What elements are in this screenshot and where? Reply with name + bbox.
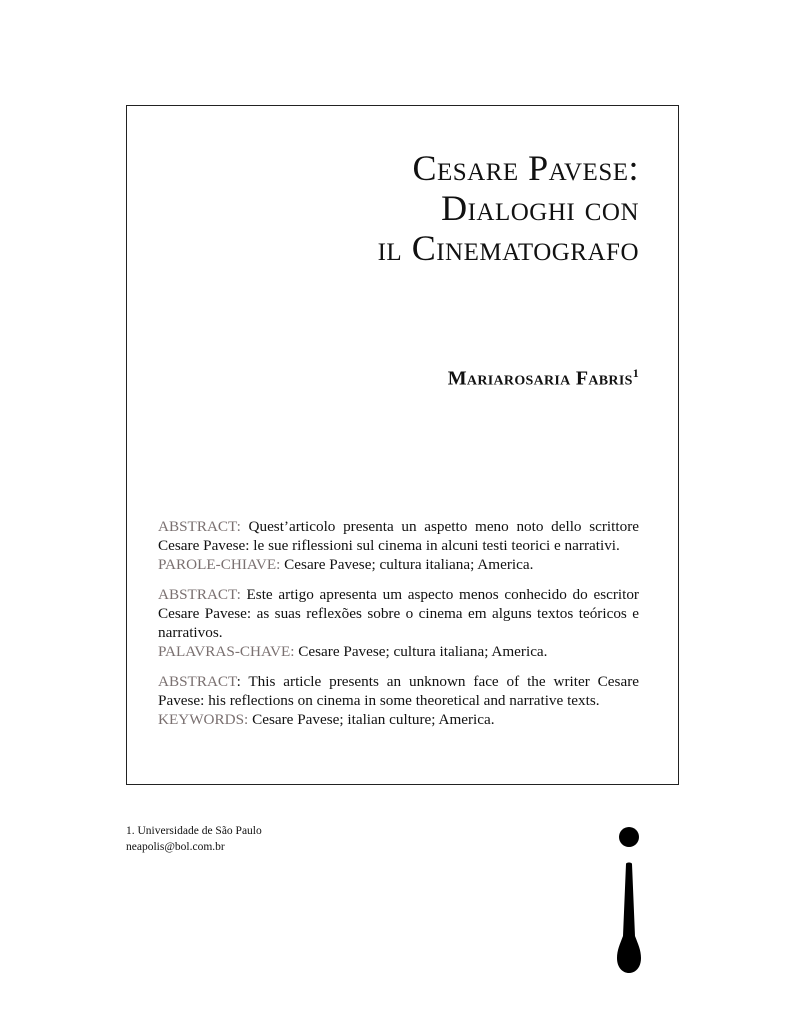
abstract-text: Este artigo apresenta um aspecto menos conhecido do escritor Cesare Pavese: as suas reflexões sobre o cinema em alguns textos teóricos e narrativos. [158, 586, 639, 641]
keywords-text: Cesare Pavese; cultura italiana; America. [294, 643, 548, 660]
footnote-affiliation: 1. Universidade de São Paulo [126, 825, 262, 837]
abstract-italian [158, 517, 639, 574]
author-name-text: Mariarosaria Fabris [447, 367, 633, 390]
abstract-label: ABSTRACT [158, 673, 237, 690]
keywords-label: KEYWORDS: [158, 711, 249, 728]
title-line-3: il Cinematografo [377, 228, 639, 268]
footnote-email: neapolis@bol.com.br [126, 841, 225, 853]
abstract-text: Quest’articolo presenta un aspetto meno noto dello scrittore Cesare Pavese: le sue riflessioni sul cinema in alcuni testi teorici e narrativi. [158, 518, 639, 554]
article-title [378, 148, 639, 268]
keywords-label: PALAVRAS-CHAVE: [158, 643, 295, 660]
abstract-label: ABSTRACT: [158, 586, 241, 603]
title-line-1: Cesare Pavese: [412, 148, 639, 188]
abstract-text: : This article presents an unknown face of the writer Cesare Pavese: his reflections on cinema in some theoretical and narrative texts. [158, 673, 639, 709]
abstract-label: ABSTRACT: [158, 518, 241, 535]
title-line-2: Dialoghi con [441, 188, 639, 228]
abstract-portuguese [158, 585, 639, 661]
keywords-label: PAROLE-CHIAVE: [158, 556, 281, 573]
author-name [448, 366, 639, 391]
keywords-text: Cesare Pavese; italian culture; America. [248, 711, 495, 728]
author-footnote-ref: 1 [632, 366, 639, 380]
abstracts-block [158, 517, 639, 740]
exclamation-mark-logo-icon [614, 826, 644, 976]
abstract-english [158, 672, 639, 729]
keywords-text: Cesare Pavese; cultura italiana; America. [280, 556, 534, 573]
footnote [126, 823, 262, 855]
